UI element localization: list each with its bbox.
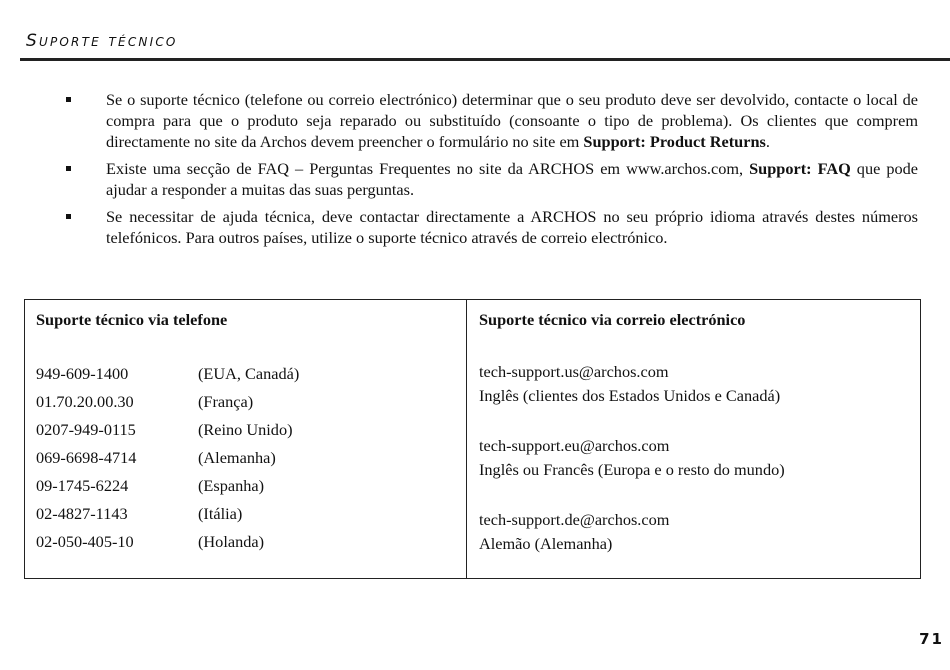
square-bullet-icon — [66, 97, 71, 102]
support-contact-table — [24, 299, 921, 579]
column-divider — [466, 300, 467, 578]
phone-country: (Espanha) — [198, 476, 264, 495]
email-description: Inglês (clientes dos Estados Unidos e Canadá) — [479, 386, 781, 405]
email-entry — [479, 434, 909, 482]
email-entry — [479, 360, 909, 408]
page-number: 71 — [919, 630, 944, 648]
phone-country: (EUA, Canadá) — [198, 364, 300, 383]
phone-support-heading: Suporte técnico via telefone — [36, 310, 228, 329]
page-title: Suporte técnico — [26, 31, 178, 51]
phone-country: (França) — [198, 392, 254, 411]
phone-row — [36, 500, 456, 528]
bullet-list — [66, 89, 918, 254]
bullet-bold-text: Support: FAQ — [749, 159, 851, 178]
square-bullet-icon — [66, 166, 71, 171]
phone-number: 01.70.20.00.30 — [36, 392, 134, 411]
bullet-item-returns — [66, 89, 918, 152]
phone-country: (Itália) — [198, 504, 243, 523]
bullet-text-end: . — [765, 132, 770, 151]
phone-number: 0207-949-0115 — [36, 420, 136, 439]
email-address: tech-support.de@archos.com — [479, 510, 670, 529]
email-address: tech-support.eu@archos.com — [479, 436, 670, 455]
phone-row — [36, 360, 456, 388]
phone-row — [36, 528, 456, 556]
phone-country: (Alemanha) — [198, 448, 276, 467]
bullet-item-faq — [66, 158, 918, 200]
phone-row — [36, 472, 456, 500]
bullet-bold-text: Support: Product Returns — [583, 132, 766, 151]
phone-number: 02-4827-1143 — [36, 504, 128, 523]
phone-support-column — [36, 308, 456, 556]
phone-row — [36, 444, 456, 472]
phone-country: (Reino Unido) — [198, 420, 293, 439]
bullet-item-help — [66, 206, 918, 248]
email-entry — [479, 508, 909, 556]
email-support-heading: Suporte técnico via correio electrónico — [479, 310, 746, 329]
phone-number: 069-6698-4714 — [36, 448, 137, 467]
header-rule — [20, 58, 950, 61]
phone-row — [36, 388, 456, 416]
email-support-column — [479, 308, 909, 582]
bullet-text-end: que pode ajudar a responder a muitas das suas perguntas. — [106, 159, 918, 199]
email-address: tech-support.us@archos.com — [479, 362, 669, 381]
bullet-text: Existe uma secção de FAQ – Perguntas Frequentes no site da ARCHOS em www.archos.com, — [106, 159, 750, 178]
bullet-text: Se o suporte técnico (telefone ou correio electrónico) determinar que o seu produto deve ser devolvido, contacte o local de compra para que o produto seja reparado ou substituído (consoante o tipo de problema). Os clientes que comprem directamente no site da Archos devem preencher o formulário no site em — [106, 90, 918, 151]
phone-number: 02-050-405-10 — [36, 532, 134, 551]
email-description: Inglês ou Francês (Europa e o resto do mundo) — [479, 460, 785, 479]
phone-number: 09-1745-6224 — [36, 476, 129, 495]
phone-country: (Holanda) — [198, 532, 264, 551]
phone-number: 949-609-1400 — [36, 364, 129, 383]
email-description: Alemão (Alemanha) — [479, 534, 613, 553]
square-bullet-icon — [66, 214, 71, 219]
phone-row — [36, 416, 456, 444]
bullet-text: Se necessitar de ajuda técnica, deve contactar directamente a ARCHOS no seu próprio idioma através destes números telefónicos. Para outros países, utilize o suporte técnico através de correio electrónico. — [106, 207, 918, 247]
